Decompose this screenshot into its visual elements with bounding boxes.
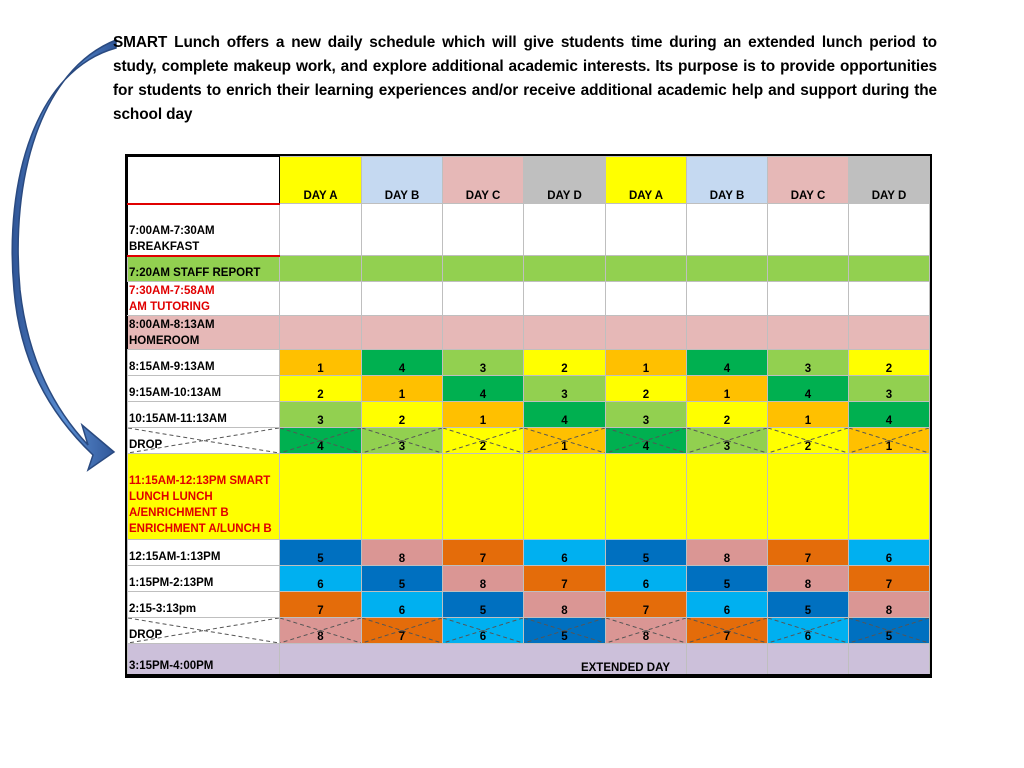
period-cell: 1 — [606, 350, 687, 376]
period-cell: 2 — [606, 376, 687, 402]
drop-period-cell — [524, 428, 606, 454]
empty-cell — [524, 454, 606, 540]
table-row — [128, 592, 930, 618]
period-cell: 7 — [280, 592, 362, 618]
period-cell: 2 — [687, 402, 768, 428]
table-row — [128, 204, 930, 256]
period-cell: 4 — [443, 376, 524, 402]
period-cell: 5 — [362, 566, 443, 592]
period-number: 5 — [885, 631, 893, 643]
table-row — [128, 282, 930, 316]
time-slot-label: 8:00AM-8:13AM HOMEROOM — [128, 316, 280, 350]
period-number: 3 — [398, 441, 406, 453]
empty-cell — [524, 204, 606, 256]
table-row — [128, 540, 930, 566]
period-number: 2 — [479, 441, 487, 453]
empty-cell — [687, 454, 768, 540]
period-cell: 7 — [443, 540, 524, 566]
empty-cell — [849, 256, 930, 282]
period-cell: 6 — [687, 592, 768, 618]
empty-cell — [362, 256, 443, 282]
schedule-table — [127, 156, 930, 676]
period-cell: 2 — [362, 402, 443, 428]
time-slot-label: 2:15-3:13pm — [128, 592, 280, 618]
drop-period-cell — [443, 618, 524, 644]
drop-period-cell — [524, 618, 606, 644]
drop-period-cell — [280, 428, 362, 454]
empty-cell — [524, 282, 606, 316]
period-cell: 8 — [524, 592, 606, 618]
table-row — [128, 376, 930, 402]
table-row — [128, 618, 930, 644]
day-header: DAY C — [768, 157, 849, 204]
drop-period-cell — [849, 618, 930, 644]
time-slot-label: 9:15AM-10:13AM — [128, 376, 280, 402]
period-cell: 3 — [849, 376, 930, 402]
empty-cell — [849, 316, 930, 350]
empty-cell — [687, 282, 768, 316]
period-cell: 5 — [768, 592, 849, 618]
drop-period-cell — [443, 428, 524, 454]
period-cell: 3 — [280, 402, 362, 428]
empty-cell — [362, 454, 443, 540]
period-cell: 6 — [849, 540, 930, 566]
table-row — [128, 402, 930, 428]
period-cell: 2 — [849, 350, 930, 376]
period-cell: 1 — [687, 376, 768, 402]
period-number: 1 — [885, 441, 893, 453]
day-header: DAY D — [849, 157, 930, 204]
period-cell: 8 — [768, 566, 849, 592]
period-cell: 6 — [524, 540, 606, 566]
period-cell: 5 — [687, 566, 768, 592]
empty-cell — [362, 282, 443, 316]
time-slot-label: 7:30AM-7:58AM AM TUTORING — [128, 282, 280, 316]
period-number: 8 — [642, 631, 650, 643]
empty-cell — [606, 316, 687, 350]
empty-cell — [606, 282, 687, 316]
empty-cell — [280, 256, 362, 282]
table-row — [128, 566, 930, 592]
empty-cell — [280, 204, 362, 256]
empty-cell — [606, 454, 687, 540]
empty-cell — [849, 204, 930, 256]
empty-cell — [687, 256, 768, 282]
drop-label — [128, 428, 280, 454]
period-cell: 4 — [849, 402, 930, 428]
period-cell: 7 — [768, 540, 849, 566]
period-cell: 7 — [524, 566, 606, 592]
intro-paragraph: SMART Lunch offers a new daily schedule which will give students time during an extended lunch period to study, complete makeup work, and explore additional academic interests. Its purpose is to provide opportunities for students to enrich their learning experiences and/or receive additional academic help and support during the school day — [113, 34, 937, 123]
empty-cell — [768, 282, 849, 316]
empty-cell — [849, 282, 930, 316]
time-slot-label: 11:15AM-12:13PM SMART LUNCH LUNCH A/ENRICHMENT B ENRICHMENT A/LUNCH B — [128, 454, 280, 540]
empty-cell — [443, 454, 524, 540]
drop-period-cell — [606, 428, 687, 454]
time-slot-label: 10:15AM-11:13AM — [128, 402, 280, 428]
period-cell: 8 — [849, 592, 930, 618]
period-number: 7 — [398, 631, 406, 643]
period-cell: 4 — [524, 402, 606, 428]
empty-cell — [280, 282, 362, 316]
period-cell: 1 — [280, 350, 362, 376]
time-slot-label: 12:15AM-1:13PM — [128, 540, 280, 566]
period-cell: 1 — [768, 402, 849, 428]
period-cell: 2 — [524, 350, 606, 376]
period-cell: 3 — [524, 376, 606, 402]
period-cell: 4 — [687, 350, 768, 376]
period-cell: 6 — [362, 592, 443, 618]
extended-day-text: EXTENDED DAY — [280, 644, 687, 675]
empty-cell — [443, 282, 524, 316]
time-slot-label: 7:00AM-7:30AM BREAKFAST — [128, 204, 280, 256]
empty-cell — [768, 256, 849, 282]
period-cell: 6 — [280, 566, 362, 592]
time-slot-label: 1:15PM-2:13PM — [128, 566, 280, 592]
empty-cell — [280, 316, 362, 350]
period-number: 2 — [804, 441, 812, 453]
empty-cell — [524, 316, 606, 350]
empty-cell — [849, 454, 930, 540]
drop-period-cell — [768, 428, 849, 454]
period-cell: 5 — [606, 540, 687, 566]
period-cell: 7 — [606, 592, 687, 618]
period-cell: 3 — [606, 402, 687, 428]
extended-day-cell — [849, 644, 930, 675]
day-header: DAY A — [606, 157, 687, 204]
extended-day-cell — [768, 644, 849, 675]
day-header: DAY B — [687, 157, 768, 204]
extended-day-cell — [687, 644, 768, 675]
corner-cell — [128, 157, 280, 204]
drop-period-cell — [687, 428, 768, 454]
period-number: 4 — [317, 441, 324, 453]
period-number: 7 — [723, 631, 731, 643]
period-cell: 5 — [443, 592, 524, 618]
period-number: 5 — [561, 631, 568, 643]
period-cell: 4 — [362, 350, 443, 376]
day-header: DAY A — [280, 157, 362, 204]
drop-period-cell — [362, 428, 443, 454]
drop-period-cell — [606, 618, 687, 644]
empty-cell — [280, 454, 362, 540]
empty-cell — [443, 316, 524, 350]
period-cell: 3 — [443, 350, 524, 376]
extended-day-row — [128, 644, 930, 675]
empty-cell — [443, 204, 524, 256]
period-cell: 7 — [849, 566, 930, 592]
period-cell: 8 — [443, 566, 524, 592]
period-number: 8 — [317, 631, 324, 643]
empty-cell — [606, 204, 687, 256]
table-row — [128, 316, 930, 350]
drop-period-cell — [362, 618, 443, 644]
period-cell: 1 — [362, 376, 443, 402]
period-number: 4 — [642, 441, 650, 453]
day-header: DAY C — [443, 157, 524, 204]
drop-period-cell — [768, 618, 849, 644]
empty-cell — [768, 316, 849, 350]
period-number: 3 — [723, 441, 731, 453]
drop-period-cell — [849, 428, 930, 454]
table-row — [128, 350, 930, 376]
empty-cell — [768, 454, 849, 540]
drop-label — [128, 618, 280, 644]
extended-time-label: 3:15PM-4:00PM — [128, 644, 280, 675]
period-cell: 1 — [443, 402, 524, 428]
day-header: DAY D — [524, 157, 606, 204]
time-slot-label: 8:15AM-9:13AM — [128, 350, 280, 376]
empty-cell — [606, 256, 687, 282]
empty-cell — [362, 204, 443, 256]
empty-cell — [362, 316, 443, 350]
table-row — [128, 454, 930, 540]
table-row — [128, 428, 930, 454]
empty-cell — [687, 204, 768, 256]
period-number: 6 — [479, 631, 487, 643]
period-cell: 5 — [280, 540, 362, 566]
period-number: 1 — [561, 441, 568, 453]
period-cell: 6 — [606, 566, 687, 592]
table-row — [128, 256, 930, 282]
period-cell: 8 — [687, 540, 768, 566]
period-number: 6 — [804, 631, 812, 643]
day-header: DAY B — [362, 157, 443, 204]
empty-cell — [687, 316, 768, 350]
period-cell: 2 — [280, 376, 362, 402]
empty-cell — [443, 256, 524, 282]
period-cell: 4 — [768, 376, 849, 402]
empty-cell — [524, 256, 606, 282]
drop-period-cell — [687, 618, 768, 644]
period-cell: 8 — [362, 540, 443, 566]
drop-period-cell — [280, 618, 362, 644]
drop-text: DROP — [129, 629, 163, 641]
drop-text: DROP — [129, 439, 163, 451]
empty-cell — [768, 204, 849, 256]
time-slot-label: 7:20AM STAFF REPORT — [128, 256, 280, 282]
period-cell: 3 — [768, 350, 849, 376]
